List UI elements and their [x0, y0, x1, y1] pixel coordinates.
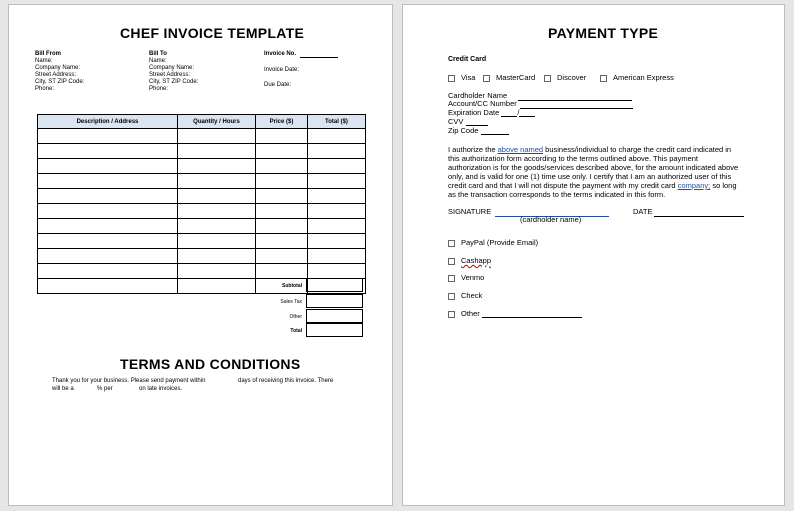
- table-cell[interactable]: [178, 204, 256, 219]
- option-venmo[interactable]: [448, 273, 484, 282]
- total-field[interactable]: [306, 323, 363, 337]
- other-label: Other: [289, 314, 302, 320]
- table-cell[interactable]: [308, 189, 366, 204]
- bill-to-heading: Bill To: [149, 51, 167, 57]
- auth-text: I authorize the: [448, 145, 498, 154]
- table-cell[interactable]: [178, 189, 256, 204]
- table-cell[interactable]: [38, 129, 178, 144]
- terms-line-2a: will be a: [52, 386, 74, 392]
- table-cell[interactable]: [178, 249, 256, 264]
- table-cell[interactable]: [38, 219, 178, 234]
- checkbox[interactable]: [600, 75, 607, 82]
- field-label: CVV: [448, 117, 464, 126]
- table-cell[interactable]: [178, 264, 256, 279]
- cvv-row: [448, 117, 488, 126]
- payment-page: [402, 4, 785, 506]
- table-row[interactable]: [38, 204, 366, 219]
- card-option-amex[interactable]: [600, 73, 674, 82]
- card-label: MasterCard: [496, 73, 536, 82]
- invoice-no-text: Invoice No.: [264, 51, 297, 57]
- bill-to-line: Company Name:: [149, 65, 195, 71]
- bill-to-line: City, ST ZIP Code:: [149, 79, 199, 85]
- invoice-date-label: Invoice Date:: [264, 67, 300, 73]
- table-cell[interactable]: [178, 219, 256, 234]
- auth-line: only, and is valid for one (1) time use only. I certify that I am an authorized user of this: [448, 172, 732, 181]
- table-cell[interactable]: [308, 174, 366, 189]
- table-cell[interactable]: [178, 279, 256, 294]
- terms-line-2c: on late invoices.: [139, 386, 183, 392]
- payment-title: PAYMENT TYPE: [548, 25, 659, 41]
- table-cell[interactable]: [38, 174, 178, 189]
- auth-text: credit card and that I will not dispute the payment with my credit card: [448, 181, 678, 190]
- auth-text: so long: [710, 181, 737, 190]
- bill-from-line: City, ST ZIP Code:: [35, 79, 85, 85]
- cardholder-caption: (cardholder name): [520, 215, 582, 224]
- due-date-label: Due Date:: [264, 82, 292, 88]
- total-label: Total: [290, 328, 302, 334]
- auth-line: [448, 181, 738, 190]
- checkbox[interactable]: [448, 275, 455, 282]
- exp-month-field[interactable]: [501, 108, 520, 117]
- terms-title: TERMS AND CONDITIONS: [120, 356, 301, 372]
- table-cell[interactable]: [256, 129, 308, 144]
- auth-line: as the transaction corresponds to the terms indicated in this form.: [448, 190, 666, 199]
- table-cell[interactable]: [256, 249, 308, 264]
- table-header-row: [38, 115, 366, 129]
- date-field[interactable]: [654, 208, 744, 217]
- terms-line-1b: days of receiving this invoice. There: [238, 378, 334, 384]
- option-label: Check: [461, 291, 483, 300]
- account-number-row: [448, 99, 517, 108]
- option-cashapp[interactable]: [448, 256, 491, 265]
- table-row[interactable]: [38, 264, 366, 279]
- table-cell[interactable]: [256, 159, 308, 174]
- table-cell[interactable]: [38, 159, 178, 174]
- table-row[interactable]: [38, 129, 366, 144]
- field-label: Expiration Date: [448, 108, 500, 117]
- table-row[interactable]: [38, 144, 366, 159]
- table-cell[interactable]: [38, 249, 178, 264]
- sales-tax-label: Sales Tax: [280, 299, 302, 305]
- checkbox[interactable]: [448, 258, 455, 265]
- checkbox[interactable]: [448, 311, 455, 318]
- table-row[interactable]: [38, 234, 366, 249]
- card-label: Discover: [557, 73, 587, 82]
- auth-line: [448, 145, 738, 154]
- auth-line: authorization is for the goods/services described above, for the amount indicated above: [448, 163, 739, 172]
- table-cell[interactable]: [308, 234, 366, 249]
- authorization-text: [448, 145, 738, 199]
- checkbox[interactable]: [448, 293, 455, 300]
- date-label: DATE: [633, 207, 653, 216]
- card-option-mastercard[interactable]: [483, 73, 535, 82]
- bill-from-line: Name:: [35, 58, 53, 64]
- option-label: Venmo: [461, 273, 485, 282]
- subtotal-label: Subtotal: [282, 283, 302, 289]
- checkbox[interactable]: [544, 75, 551, 82]
- auth-line: this authorization form according to the terms outlined above. This payment: [448, 154, 698, 163]
- auth-link[interactable]: company;: [677, 181, 711, 190]
- bill-from-line: Street Address:: [35, 72, 77, 78]
- option-other[interactable]: [448, 309, 582, 318]
- invoice-page: [8, 4, 393, 506]
- bill-to-line: Name:: [149, 58, 167, 64]
- option-label: Other: [461, 309, 480, 318]
- table-cell[interactable]: [38, 144, 178, 159]
- zip-field[interactable]: [481, 126, 509, 135]
- table-cell[interactable]: [308, 204, 366, 219]
- option-label: Cashapp: [461, 256, 492, 265]
- bill-to-line: Street Address:: [149, 72, 191, 78]
- table-row[interactable]: [38, 174, 366, 189]
- table-cell[interactable]: [256, 234, 308, 249]
- invoice-no-field[interactable]: [300, 57, 338, 58]
- sales-tax-field[interactable]: [306, 294, 363, 308]
- card-label: Visa: [461, 73, 476, 82]
- table-cell[interactable]: [256, 204, 308, 219]
- table-cell[interactable]: [38, 234, 178, 249]
- table-cell[interactable]: [178, 174, 256, 189]
- option-label: PayPal (Provide Email): [461, 238, 539, 247]
- checkbox[interactable]: [448, 240, 455, 247]
- bill-from-line: Phone:: [35, 86, 55, 92]
- bill-to-line: Phone:: [149, 86, 169, 92]
- table-cell[interactable]: [308, 219, 366, 234]
- table-header: Quantity / Hours: [178, 115, 256, 129]
- checkbox[interactable]: [483, 75, 490, 82]
- table-cell[interactable]: [256, 144, 308, 159]
- table-header: Price ($): [256, 115, 308, 129]
- option-check[interactable]: [448, 291, 482, 300]
- bill-from-line: Company Name:: [35, 65, 81, 71]
- auth-text: business/individual to charge the credit card indicated in: [543, 145, 732, 154]
- field-label: Zip Code: [448, 126, 479, 135]
- cvv-field[interactable]: [466, 117, 488, 126]
- table-cell[interactable]: [308, 249, 366, 264]
- bill-from-block: [35, 51, 84, 93]
- table-row[interactable]: [38, 219, 366, 234]
- card-option-discover[interactable]: [544, 73, 586, 82]
- zip-row: [448, 126, 509, 135]
- table-row[interactable]: [38, 189, 366, 204]
- table-cell[interactable]: [308, 159, 366, 174]
- table-cell[interactable]: [178, 159, 256, 174]
- terms-line-2b: % per: [97, 386, 113, 392]
- table-row[interactable]: [38, 159, 366, 174]
- table-cell[interactable]: [256, 264, 308, 279]
- table-cell[interactable]: [178, 129, 256, 144]
- auth-link[interactable]: above named: [497, 145, 544, 154]
- table-cell[interactable]: [308, 144, 366, 159]
- table-cell[interactable]: [38, 189, 178, 204]
- card-label: American Express: [613, 73, 674, 82]
- table-cell[interactable]: [38, 204, 178, 219]
- table-header: Description / Address: [38, 115, 178, 129]
- table-cell[interactable]: [256, 189, 308, 204]
- table-cell[interactable]: [38, 264, 178, 279]
- account-number-field[interactable]: [520, 100, 633, 109]
- option-paypal[interactable]: [448, 238, 538, 247]
- table-header: Total ($): [308, 115, 366, 129]
- table-cell[interactable]: [178, 144, 256, 159]
- table-cell[interactable]: [308, 129, 366, 144]
- expiry-separator: /: [517, 108, 520, 117]
- invoice-title: CHEF INVOICE TEMPLATE: [120, 25, 305, 41]
- table-cell[interactable]: [256, 219, 308, 234]
- table-cell[interactable]: [308, 264, 366, 279]
- credit-card-heading: Credit Card: [448, 56, 487, 63]
- expiration-row: [448, 108, 535, 117]
- field-label: Account/CC Number: [448, 99, 517, 108]
- invoice-no-label: [264, 51, 338, 58]
- table-cell[interactable]: [38, 279, 178, 294]
- card-option-visa[interactable]: [448, 73, 475, 82]
- other-field[interactable]: [482, 309, 582, 318]
- checkbox[interactable]: [448, 75, 455, 82]
- exp-year-field[interactable]: [519, 108, 535, 117]
- table-row[interactable]: [38, 249, 366, 264]
- signature-label: SIGNATURE: [448, 207, 492, 216]
- bill-to-block: [149, 51, 198, 93]
- invoice-table: [37, 114, 366, 294]
- bill-from-heading: Bill From: [35, 51, 62, 57]
- subtotal-field[interactable]: [306, 278, 363, 292]
- other-field[interactable]: [306, 309, 363, 323]
- table-cell[interactable]: [256, 174, 308, 189]
- terms-line-1a: Thank you for your business. Please send payment within: [52, 378, 206, 384]
- table-cell[interactable]: [178, 234, 256, 249]
- field-label: Cardholder Name: [448, 91, 508, 100]
